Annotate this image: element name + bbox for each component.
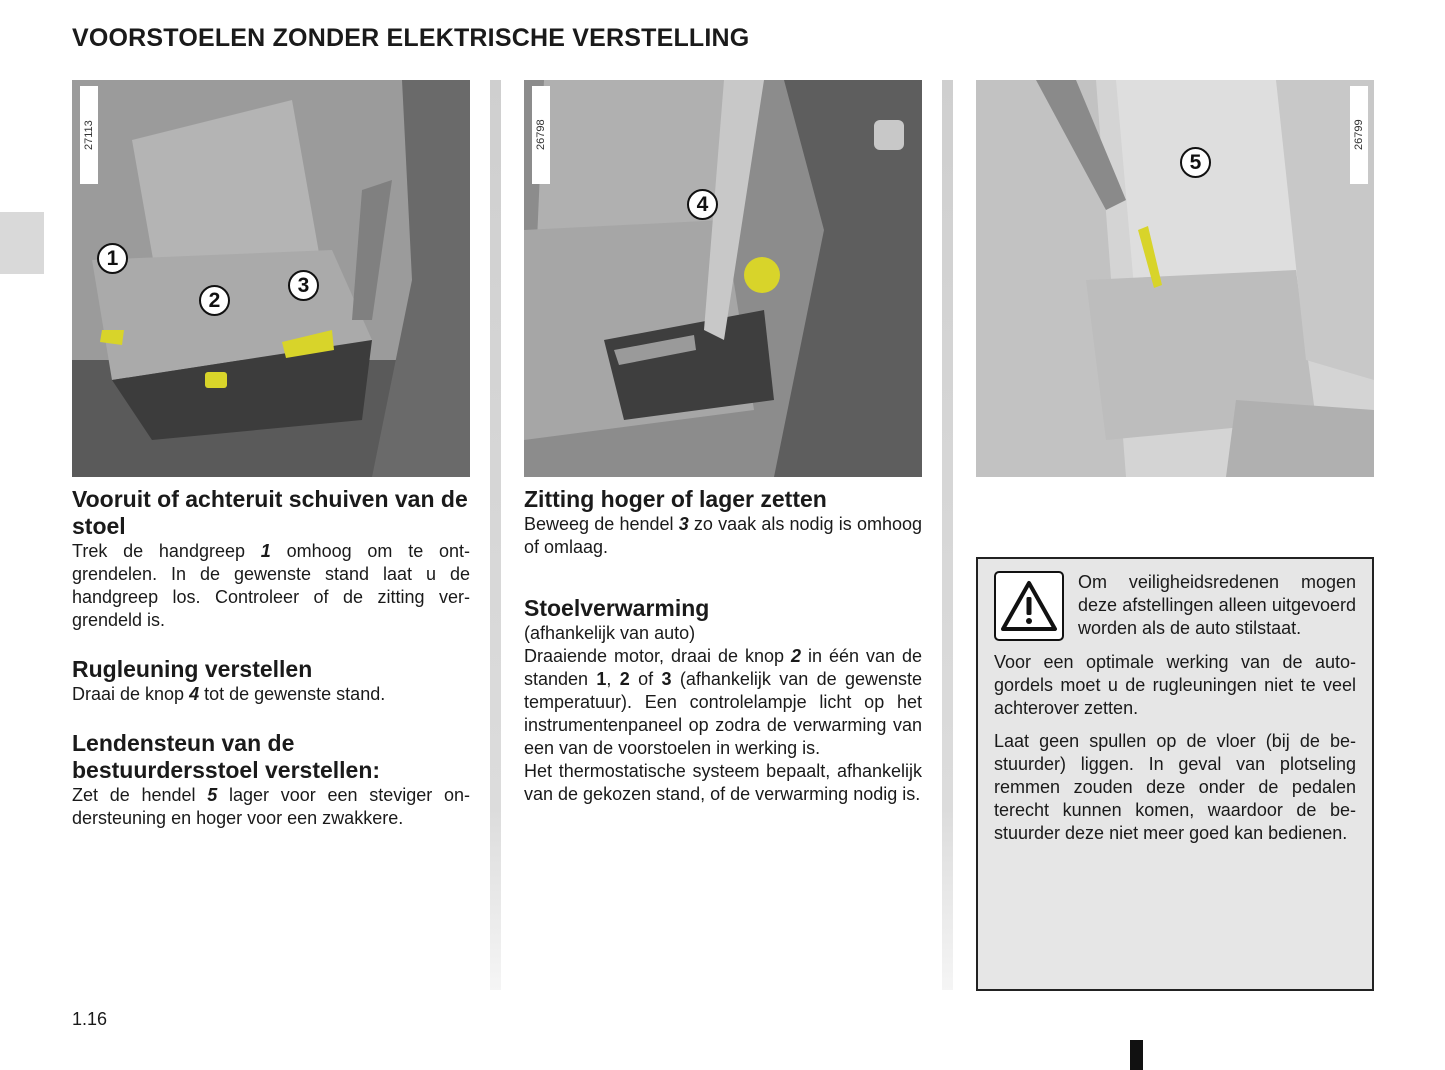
section-heading: Lendensteun van de bestuurdersstoel verstellen: [72, 730, 381, 783]
section-body: Zet de hendel 5 lager voor een steviger ondersteuning en hoger voor een zwakkere. [72, 785, 470, 828]
section-heading: Stoelverwarming [524, 595, 710, 621]
section-heading: Zitting hoger of lager zetten [524, 486, 827, 512]
section-backrest [72, 656, 470, 706]
warning-text: Om veiligheidsredenen mogen deze afstellingen alleen uitgevoerd worden als de auto stilstaat. [1078, 572, 1356, 638]
photo-backrest-knob [524, 80, 922, 477]
seat-illustration-1 [72, 80, 470, 477]
figure-number: 27113 [80, 86, 98, 184]
column-2 [524, 486, 922, 830]
warning-header [994, 571, 1356, 641]
callout-3: 3 [288, 270, 319, 301]
section-body: Draaiende motor, draai de knop 2 in één van de standen 1, 2 of 3 (afhankelijk van de gewenste temperatuur). Een controlelampje licht op het instrumentenpaneel op zodra de verwarming van een van de voorstoelen in werking is. [524, 646, 922, 758]
section-seat-heating [524, 595, 922, 806]
section-body: Draai de knop 4 tot de gewenste stand. [72, 684, 386, 704]
warning-text: Voor een optimale werking van de autogordels moet u de rugleuningen niet te veel achterover zetten. [994, 652, 1356, 718]
section-body: Beweeg de hendel 3 zo vaak als nodig is omhoog of omlaag. [524, 514, 923, 557]
page-number: 1.16 [72, 1009, 108, 1029]
section-heading: Rugleuning verstellen [72, 656, 313, 682]
callout-2: 2 [199, 285, 230, 316]
figure-number: 26798 [532, 86, 550, 184]
figure-number: 26799 [1350, 86, 1368, 184]
section-seat-height [524, 486, 922, 559]
seat-illustration-3 [976, 80, 1374, 477]
column-1 [72, 486, 470, 854]
photo-seat-slide [72, 80, 470, 477]
section-body: Het thermostatische systeem bepaalt, afhankelijk van de gekozen stand, of de verwarming nodig is. [524, 761, 922, 804]
warning-box [976, 557, 1374, 991]
end-marker [1130, 1040, 1143, 1070]
section-tab [0, 212, 44, 274]
photo-lumbar-lever [976, 80, 1374, 477]
section-seat-slide [72, 486, 470, 632]
warning-triangle-icon [994, 571, 1064, 641]
column-divider [490, 80, 501, 990]
section-lumbar [72, 730, 470, 830]
callout-1: 1 [97, 243, 128, 274]
callout-5: 5 [1180, 147, 1211, 178]
warning-text: Laat geen spullen op de vloer (bij de bestuurder) liggen. In geval van plotseling remmen zouden deze onder de pedalen terecht kunnen komen, waardoor de bestuurder deze niet meer goed kan bedienen. [994, 731, 1356, 843]
page-title: VOORSTOELEN ZONDER ELEKTRISCHE VERSTELLING [72, 24, 750, 52]
column-divider [942, 80, 953, 990]
seat-illustration-2 [524, 80, 922, 477]
section-body: Trek de handgreep 1 omhoog om te ontgrendelen. In de gewenste stand laat u de handgreep los. Controleer of de zitting vergrendeld is. [72, 541, 471, 630]
section-heading: Vooruit of achteruit schuiven van de stoel [72, 486, 468, 539]
section-subtitle: (afhankelijk van auto) [524, 623, 696, 643]
callout-4: 4 [687, 189, 718, 220]
